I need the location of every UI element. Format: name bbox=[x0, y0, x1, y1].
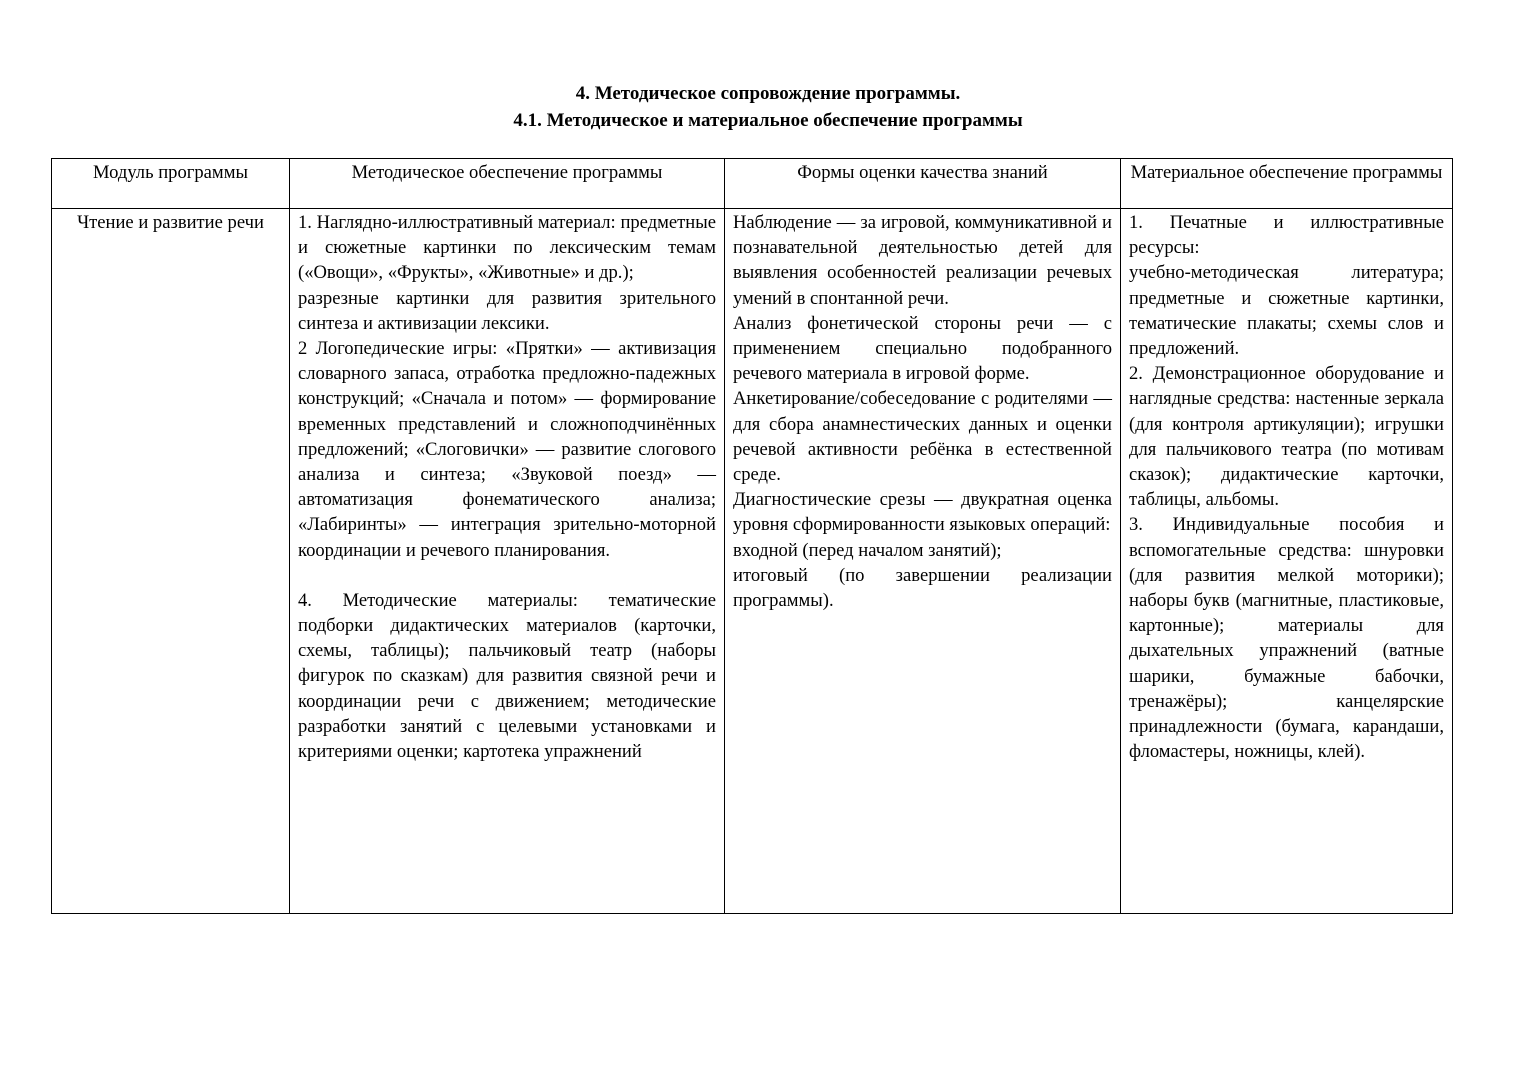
table-header-row bbox=[52, 159, 1453, 209]
methodical-para-1: 1. Наглядно-иллюстративный материал: предметные и сюжетные картинки по лексическим темам («Овощи», «Фрукты», «Животные» и др.); bbox=[298, 212, 716, 284]
assessment-para-2: Анализ фонетической стороны речи — с применением специально подобранного речевого материала в игровой форме. bbox=[733, 312, 1112, 385]
section-title: 4. Методическое сопровождение программы. bbox=[575, 83, 961, 104]
cell-methodical bbox=[290, 209, 725, 914]
title-block bbox=[0, 80, 1536, 134]
cell-material bbox=[1121, 209, 1453, 914]
paragraph-gap bbox=[298, 563, 716, 588]
assessment-para-6: итоговый (по завершении реализации программы). bbox=[733, 564, 1112, 612]
header-assessment: Формы оценки качества знаний bbox=[725, 159, 1121, 209]
methodical-para-4: 4. Методические материалы: тематические подборки дидактических материалов (карточки, схемы, таблицы); пальчиковый театр (наборы фигурок по сказкам) для развития связной речи и координации речи с движением; методические разработки занятий с целевыми установками и критериями оценки; картотека упражнений bbox=[298, 589, 716, 763]
assessment-para-4: Диагностические срезы — двукратная оценка уровня сформированности языковых операций: bbox=[733, 489, 1112, 536]
table-row bbox=[52, 209, 1453, 914]
material-para-4: 3. Индивидуальные пособия и вспомогательные средства: шнуровки (для развития мелкой моторики); наборы букв (магнитные, пластиковые, картонные); материалы для дыхательных упражнений (ватные шарики, бумажные бабочки, тренажёры); канцелярские принадлежности (бумага, карандаши, фломастеры, ножницы, клей). bbox=[1129, 514, 1444, 763]
cell-module: Чтение и развитие речи bbox=[52, 209, 290, 914]
methodical-para-3: 2 Логопедические игры: «Прятки» — активизация словарного запаса, отработка предложно-падежных конструкций; «Сначала и потом» — формирование временных представлений и сложноподчинённых предложений; «Слоговички» — развитие слогового анализа и синтеза; «Звуковой поезд» — автоматизация фонематического анализа; «Лабиринты» — интеграция зрительно-моторной координации и речевого планирования. bbox=[298, 338, 716, 561]
header-methodical: Методическое обеспечение программы bbox=[290, 159, 725, 209]
cell-assessment bbox=[725, 209, 1121, 914]
program-table bbox=[51, 158, 1453, 914]
header-module: Модуль программы bbox=[52, 159, 290, 209]
material-para-1: 1. Печатные и иллюстративные ресурсы: bbox=[1129, 212, 1444, 259]
material-para-2: учебно-методическая литература; предметные и сюжетные картинки, тематические плакаты; схемы слов и предложений. bbox=[1129, 262, 1444, 360]
assessment-para-1: Наблюдение — за игровой, коммуникативной и познавательной деятельностью детей для выявления особенностей реализации речевых умений в спонтанной речи. bbox=[733, 212, 1112, 309]
material-para-3: 2. Демонстрационное оборудование и наглядные средства: настенные зеркала (для контроля артикуляции); игрушки для пальчикового театра (по мотивам сказок); дидактические карточки, таблицы, альбомы. bbox=[1129, 363, 1444, 511]
methodical-para-2: разрезные картинки для развития зрительного синтеза и активизации лексики. bbox=[298, 287, 716, 334]
assessment-para-3: Анкетирование/собеседование с родителями — для сбора анамнестических данных и оценки речевой активности ребёнка в естественной среде. bbox=[733, 388, 1112, 486]
header-material: Материальное обеспечение программы bbox=[1121, 159, 1453, 209]
assessment-para-5: входной (перед началом занятий); bbox=[733, 539, 1002, 561]
subsection-title: 4.1. Методическое и материальное обеспечение программы bbox=[513, 110, 1023, 131]
